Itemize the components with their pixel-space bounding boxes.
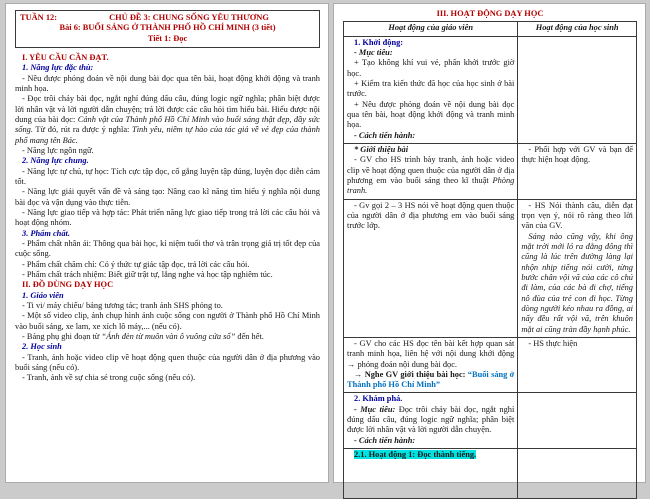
- paragraph: [15, 94, 320, 146]
- text-segment: - Bảng phụ ghi đoạn từ: [22, 331, 102, 341]
- paragraph: - Năng lực giải quyết vấn đề và sáng tạo: Nâng cao kĩ năng tìm hiểu ý nghĩa nội dung bài đọc và vận dụng vào thực tiễn.: [15, 187, 320, 207]
- subactivity-heading: * Giới thiệu bài: [354, 144, 409, 154]
- paragraph: - Năng lực giao tiếp và hợp tác: Phát triển năng lực giao tiếp trong trả lời các câu hỏi và hoạt động nhóm.: [15, 207, 320, 228]
- example-passage: Sáng nào cũng vậy, khi ông mặt trời mới ló ra đằng đông thì cũng là lúc trên đường làng lại nhộn nhịp tiếng nói cười, từng bước chân vội vã của các cô chú đi làm, của các bà đi chợ, tiếng nô đùa của trẻ con đi học. Từng dòng người kéo nhau ra đồng, ai nấy đều rất vội vã, trên khuôn mặt ai cũng tràn đầy hạnh phúc.: [521, 231, 633, 334]
- paragraph: [347, 155, 514, 196]
- text-segment-italic: Cảnh vật của Thành phố Hồ Chí Minh vào buổi sáng thật đẹp, đầy sức sống.: [15, 114, 320, 135]
- section-1-title: I. YÊU CẦU CẦN ĐẠT.: [22, 52, 109, 62]
- paragraph: - Phẩm chất nhân ái: Thông qua bài học, kỉ niệm tuổi thơ và trân trọng giá trị tốt đẹp của cuộc sống.: [15, 238, 320, 259]
- lesson-header-table: [15, 10, 320, 48]
- text-segment-italic: “Ánh đèn từ muôn vàn ô vuông cửa sổ”: [101, 331, 236, 341]
- paragraph: - GV cho các HS đọc tên bài kết hợp quan sát tranh minh họa, liên hệ với nội dung khởi động → phỏng đoán nội dung bài đọc.: [347, 338, 515, 369]
- student-cell: [518, 199, 637, 337]
- subsection-2-2-title: 2. Học sinh: [22, 342, 62, 352]
- paragraph: - Phẩm chất chăm chỉ: Có ý thức tự giác tập đọc, trả lời các câu hỏi.: [22, 259, 250, 269]
- table-row-gioi-thieu-bai: [344, 143, 637, 199]
- table-row-khoi-dong: [344, 36, 637, 143]
- muc-tieu-label: - Mục tiêu:: [354, 47, 393, 57]
- activity-heading: 1. Khởi động:: [354, 37, 404, 47]
- student-cell: [518, 143, 637, 199]
- arrow-text: → Nghe GV giới thiệu bài học:: [354, 369, 468, 379]
- section-2-title: II. ĐỒ DÙNG DẠY HỌC: [22, 280, 114, 290]
- paragraph: + Kiểm tra kiến thức đã học của học sinh ở bài trước.: [347, 78, 515, 99]
- text-segment: Từ đó, rút ra được ý nghĩa:: [32, 125, 133, 135]
- teacher-cell: [344, 36, 518, 143]
- text-segment-italic: Phòng tranh.: [347, 175, 515, 196]
- table-row-kham-pha: [344, 393, 637, 449]
- text-segment: - GV cho HS trình bày tranh, ảnh hoặc video clip về hoạt động quen thuộc của người dân ở địa phương em vào buổi sáng theo kĩ thuật: [347, 155, 515, 185]
- subsection-1-1-title: 1. Năng lực đặc thù:: [22, 63, 94, 73]
- theme-title: CHỦ ĐỀ 3: CHUNG SỐNG YÊU THƯƠNG: [109, 13, 269, 22]
- student-cell-empty: [518, 36, 637, 143]
- activity-heading: 2. Khám phá.: [354, 394, 403, 404]
- activities-table: [343, 21, 637, 499]
- page-left: [5, 3, 329, 483]
- cach-tien-hanh-label: - Cách tiến hành:: [354, 130, 416, 140]
- col-header-student: Hoạt động của học sinh: [518, 22, 637, 36]
- page-right: [333, 3, 646, 483]
- paragraph: - Một số video clip, ảnh chụp hình ảnh cuộc sống con người ở Thành phố Hồ Chí Minh vào buổi sáng, xe lam, xe xích lô máy,... (nếu có).: [15, 311, 320, 331]
- paragraph: [347, 370, 514, 391]
- teacher-cell: [344, 199, 518, 337]
- table-header-row: [344, 22, 637, 36]
- paragraph: - Năng lực ngôn ngữ.: [22, 145, 94, 155]
- paragraph: - Tranh, ảnh về sự chia sẻ trong cuộc sống (nếu có).: [22, 373, 196, 383]
- paragraph: - HS Nói thành câu, diễn đạt trọn vẹn ý, nói rõ ràng theo lời văn của GV.: [521, 200, 633, 231]
- highlighted-activity-heading: 2.1. Hoạt động 1: Đọc thành tiếng.: [354, 450, 477, 460]
- period-title: Tiết 1: Đọc: [147, 33, 188, 43]
- text-segment-italic: Tình yêu, niềm tự hào của tác giả về vẻ đẹp của thành phố mang tên Bác.: [15, 125, 320, 145]
- paragraph: - HS thực hiện: [528, 338, 578, 348]
- paragraph: - Ti vi/ máy chiếu/ bảng tương tác; tranh ảnh SHS phóng to.: [22, 300, 223, 310]
- muc-tieu-label: - Mục tiêu:: [354, 404, 399, 414]
- paragraph: [15, 332, 320, 342]
- subsection-2-1-title: 1. Giáo viên: [22, 290, 64, 300]
- lesson-name-quoted: “Buổi sáng ở Thành phố Hồ Chí Minh”: [347, 369, 515, 390]
- paragraph: - Năng lực tự chủ, tự học: Tích cực tập đọc, cố gắng luyện tập đúng, luyện đọc diễn cảm tốt.: [15, 166, 320, 186]
- paragraph: [347, 450, 514, 460]
- week-label: TUẦN 12:: [20, 13, 57, 22]
- paragraph: - Nêu được phỏng đoán về nội dung bài đọc qua tên bài, hoạt động khởi động và tranh minh họa.: [15, 73, 320, 93]
- lesson-title: Bài 6: BUỔI SÁNG Ở THÀNH PHỐ HỒ CHÍ MINH (3 tiết): [59, 23, 276, 33]
- table-row-hoat-dong-1: [344, 449, 637, 499]
- subsection-1-2-title: 2. Năng lực chung.: [22, 156, 89, 166]
- subsection-1-3-title: 3. Phẩm chất.: [22, 228, 70, 238]
- paragraph: - Tranh, ảnh hoặc video clip về hoạt động quen thuộc của người dân ở địa phương vào buổi sáng (nếu có).: [15, 352, 320, 372]
- paragraph: + Nêu được phỏng đoán về nội dung bài đọc qua tên bài, hoạt động khởi động và tranh minh họa.: [347, 99, 515, 130]
- paragraph: - Phẩm chất trách nhiệm: Biết giữ trật tự, lắng nghe và học tập nghiêm túc.: [22, 269, 273, 279]
- teacher-cell: [344, 143, 518, 199]
- table-row-hs-noi: [344, 199, 637, 337]
- cach-tien-hanh-label: - Cách tiến hành:: [354, 435, 416, 445]
- col-header-teacher: Hoạt động của giáo viên: [344, 22, 518, 36]
- paragraph: - Phối hợp với GV và bạn để thực hiện hoạt động.: [521, 144, 633, 165]
- teacher-cell: [344, 393, 518, 449]
- header-row-week-theme: [20, 13, 315, 23]
- text-segment: - Đọc trôi chảy bài đọc, ngắt nghỉ đúng dấu câu, đúng logic ngữ nghĩa; phân biệt được lời nhân vật và lời người dẫn chuyện; trả lời được các câu hỏi tìm hiểu bài. Hiểu được nội dung của bài đọc:: [15, 94, 320, 124]
- student-cell: [518, 337, 637, 393]
- section-3-title: III. HOẠT ĐỘNG DẠY HỌC: [436, 9, 544, 18]
- teacher-cell: [344, 337, 518, 393]
- teacher-cell: [344, 449, 518, 499]
- student-cell-empty: [518, 393, 637, 449]
- table-row-doc-ten-bai: [344, 337, 637, 393]
- text-segment: đến hết.: [235, 331, 264, 341]
- paragraph: - Gv gọi 2 – 3 HS nói về hoạt động quen thuộc của người dân ở địa phương em vào buổi sáng trước lớp.: [347, 200, 515, 231]
- student-cell-empty: [518, 449, 637, 499]
- paragraph: [347, 405, 514, 436]
- text-segment: Đọc trôi chảy bài đọc, ngắt nghỉ đúng dấu câu, đúng logic ngữ nghĩa; phân biệt được lời nhân vật và lời người dẫn chuyện.: [347, 404, 515, 435]
- paragraph: + Tạo không khí vui vẻ, phấn khởi trước giờ học.: [347, 58, 515, 78]
